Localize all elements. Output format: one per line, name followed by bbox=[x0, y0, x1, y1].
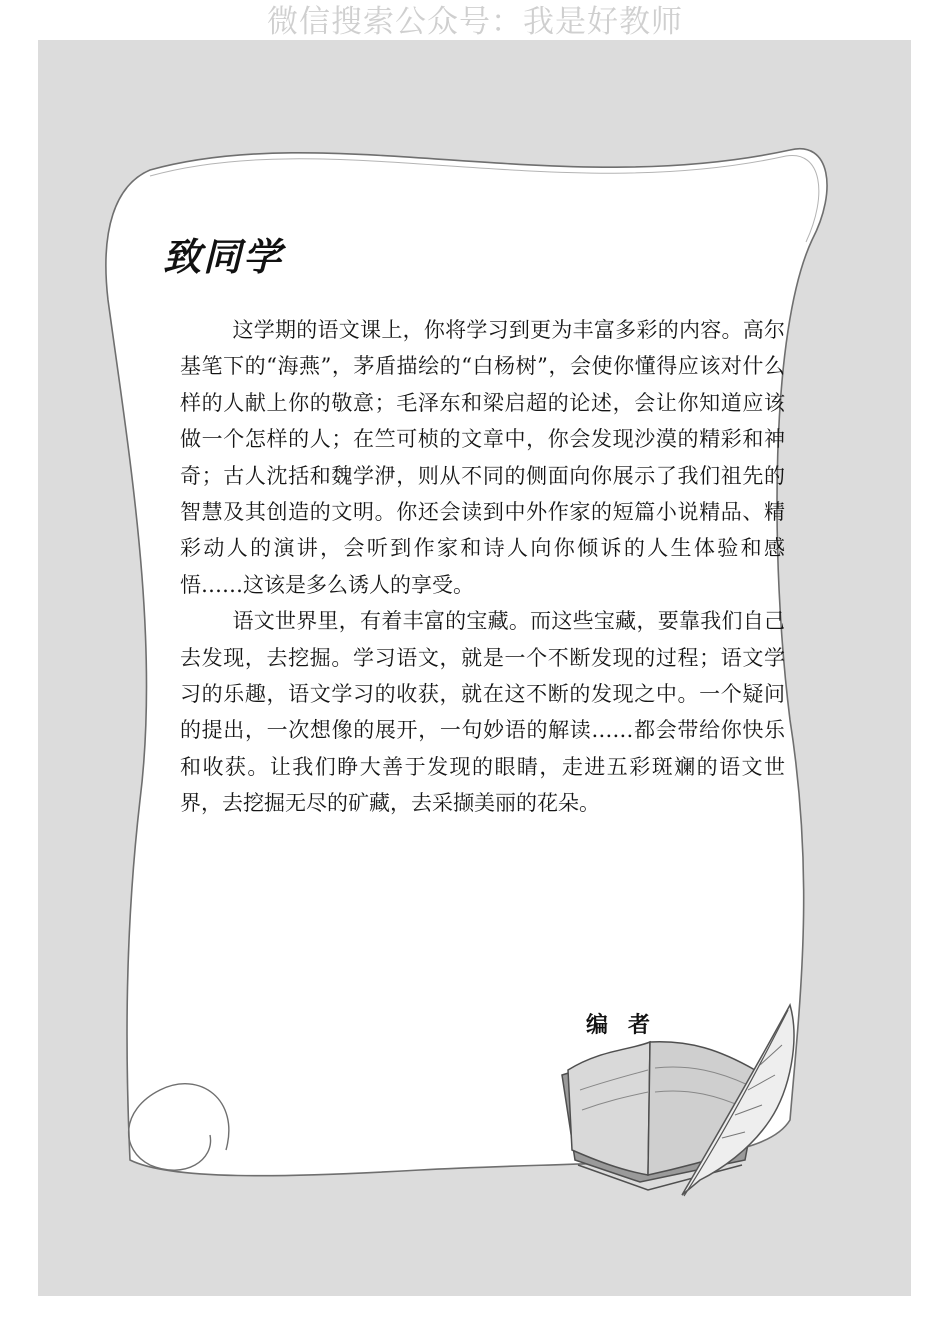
letter-body bbox=[180, 312, 785, 822]
letter-title: 致同学 bbox=[163, 235, 284, 279]
letter-paragraph-2: 语文世界里，有着丰富的宝藏。而这些宝藏，要靠我们自己去发现，去挖掘。学习语文，就是一个不断发现的过程；语文学习的乐趣，语文学习的收获，就在这不断的发现之中。一个疑问的提出，一次想像的展开，一句妙语的解读……都会带给你快乐和收获。让我们睁大善于发现的眼睛，走进五彩斑斓的语文世界，去挖掘无尽的矿藏，去采撷美丽的花朵。 bbox=[180, 609, 785, 816]
letter-signature: 编者 bbox=[586, 1013, 671, 1038]
watermark: 微信搜索公众号：我是好教师 bbox=[267, 4, 683, 40]
letter-paragraph-1: 这学期的语文课上，你将学习到更为丰富多彩的内容。高尔基笔下的“海燕”，茅盾描绘的“白杨树”，会使你懂得应该对什么样的人献上你的敬意；毛泽东和梁启超的论述，会让你知道应该做一个怎样的人；在竺可桢的文章中，你会发现沙漠的精彩和神奇；古人沈括和魏学洢，则从不同的侧面向你展示了我们祖先的智慧及其创造的文明。你还会读到中外作家的短篇小说精品、精彩动人的演讲，会听到作家和诗人向你倾诉的人生体验和感悟……这该是多么诱人的享受。 bbox=[180, 318, 785, 597]
